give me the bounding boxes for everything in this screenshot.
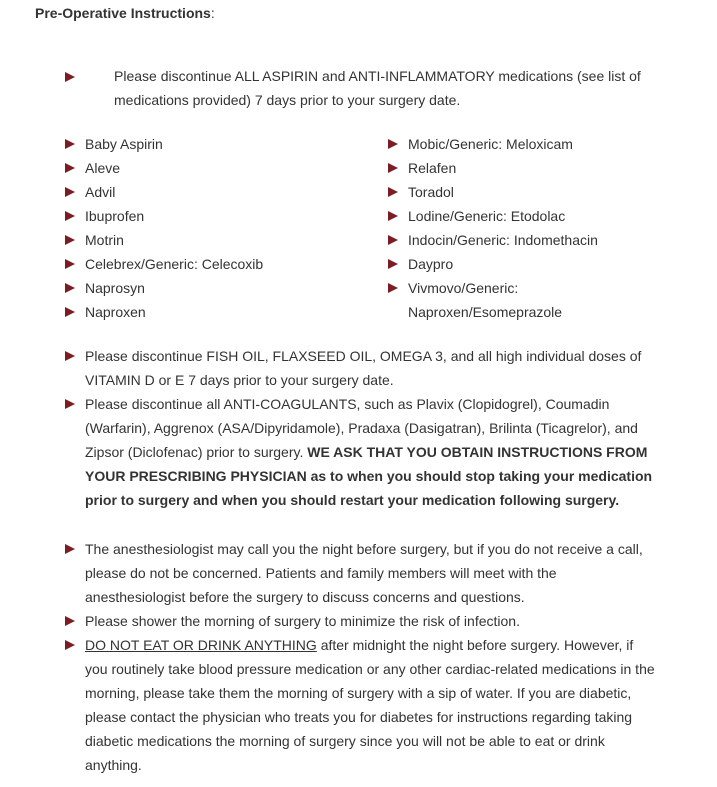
medication-item: Naproxen/Esomeprazole (408, 304, 563, 320)
bullet-icon (65, 616, 75, 626)
medication-item: Baby Aspirin (85, 136, 163, 152)
anticoagulant-text: Please discontinue all ANTI-COAGULANTS, such as Plavix (Clopidogrel), Coumadin (Warfarin), Aggrenox (ASA/Dipyridamole), Pradaxa (Dasigatran), Brilinta (Ticagrelor), and Zipsor (Diclofenac) prior to surgery. (85, 396, 638, 460)
shower-instruction: Please shower the morning of surgery to minimize the risk of infection. (85, 613, 520, 629)
bullet-icon (388, 163, 398, 173)
fasting-instruction (85, 633, 655, 777)
bullet-icon (65, 399, 75, 409)
bullet-icon (388, 283, 398, 293)
anesthesiologist-instruction: The anesthesiologist may call you the night before surgery, but if you do not receive a call, please do not be concerned. Patients and family members will meet with the anesthesiologist before the surgery to discuss concerns and questions. (85, 541, 643, 605)
medication-item: Daypro (408, 256, 454, 272)
fasting-text: after midnight the night before surgery. However, if you routinely take blood pressure medication or any other cardiac-related medications in the morning, please take them the morning of surgery with a sip of water. If you are diabetic, please contact the physician who treats you for diabetes for instructions regarding taking diabetic medications the morning of surgery since you will not be able to eat or drink anything. (85, 637, 655, 773)
bullet-icon (65, 139, 75, 149)
bullet-icon (388, 211, 398, 221)
medication-item: Advil (85, 184, 116, 200)
medication-item: Toradol (408, 184, 454, 200)
anticoagulant-warning: WE ASK THAT YOU OBTAIN INSTRUCTIONS FROM YOUR PRESCRIBING PHYSICIAN as to when you should stop taking your medication prior to surgery and when you should restart your medication following surgery. (85, 444, 653, 508)
medication-item: Indocin/Generic: Indomethacin (408, 232, 598, 248)
fasting-warning: DO NOT EAT OR DRINK ANYTHING (85, 637, 317, 653)
bullet-icon (65, 544, 75, 554)
medication-item: Celebrex/Generic: Celecoxib (85, 256, 264, 272)
bullet-icon (65, 283, 75, 293)
bullet-icon (388, 187, 398, 197)
bullet-icon (65, 307, 75, 317)
bullet-icon (388, 259, 398, 269)
bullet-icon (65, 351, 75, 361)
bullet-icon (65, 163, 75, 173)
bullet-icon (65, 187, 75, 197)
medication-item: Motrin (85, 232, 124, 248)
medication-item: Mobic/Generic: Meloxicam (408, 136, 573, 152)
bullet-icon (65, 72, 75, 82)
bullet-icon (65, 640, 75, 650)
bullet-icon (65, 235, 75, 245)
medication-item: Relafen (408, 160, 457, 176)
medication-item: Aleve (85, 160, 121, 176)
medication-item: Lodine/Generic: Etodolac (408, 208, 566, 224)
bullet-icon (388, 139, 398, 149)
page-title: Pre-Operative Instructions: (35, 5, 215, 21)
medication-item: Vivmovo/Generic: (408, 280, 519, 296)
medication-item: Naprosyn (85, 280, 145, 296)
bullet-icon (388, 235, 398, 245)
fish-oil-instruction: Please discontinue FISH OIL, FLAXSEED OIL, OMEGA 3, and all high individual doses of VITAMIN D or E 7 days prior to your surgery date. (85, 348, 642, 388)
bullet-icon (65, 259, 75, 269)
intro-text: Please discontinue ALL ASPIRIN and ANTI-INFLAMMATORY medications (see list of medications provided) 7 days prior to your surgery date. (114, 68, 641, 108)
anticoagulant-instruction (85, 392, 655, 512)
medication-item: Naproxen (85, 304, 146, 320)
bullet-icon (65, 211, 75, 221)
medication-item: Ibuprofen (85, 208, 145, 224)
